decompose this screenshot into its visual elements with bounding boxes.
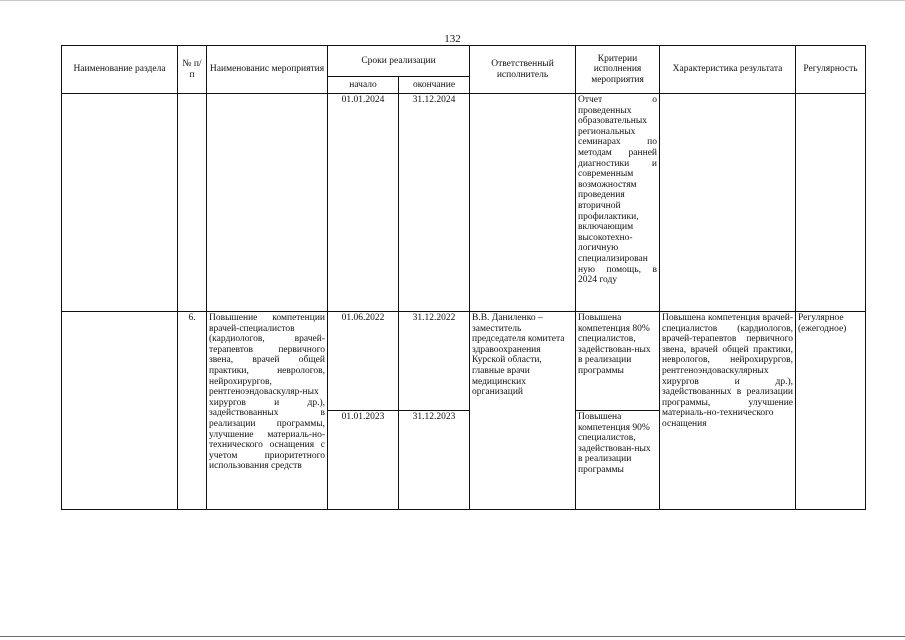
- cell-end: 31.12.2022: [399, 312, 470, 411]
- scan-edge-bottom: [0, 636, 905, 637]
- header-measure: Наименованис мероприятия: [207, 46, 328, 94]
- cell-start: 01.01.2023: [328, 411, 399, 510]
- cell-criteria: Отчет о проведенных образовательных региональных семинарах по методам ранней диагностики и современным возможностям проведения вторичной профилактики, включающим высокотехно-логичную специализирован ную помощь, в 2024 году: [576, 94, 660, 312]
- header-section: Наименование раздела: [62, 46, 178, 94]
- header-result: Характеристика результата: [660, 46, 796, 94]
- header-end: окончание: [399, 77, 470, 94]
- page-number: 132: [444, 33, 461, 45]
- table-row: [62, 94, 866, 312]
- scan-edge-top: [0, 0, 905, 1]
- cell-num: [178, 94, 207, 312]
- plan-table: [61, 45, 866, 510]
- table-row: [62, 312, 866, 411]
- header-responsible: Ответственный исполнитель: [470, 46, 576, 94]
- cell-end: 31.12.2024: [399, 94, 470, 312]
- cell-start: 01.06.2022: [328, 312, 399, 411]
- cell-criteria: Повышена компетенция 80% специалистов, задействован-ных в реализации программы: [576, 312, 660, 411]
- cell-start: 01.01.2024: [328, 94, 399, 312]
- cell-responsible: [470, 94, 576, 312]
- cell-criteria: Повышена компетенция 90% специалистов, задействован-ных в реализации программы: [576, 411, 660, 510]
- cell-measure: Повышение компетенции врачей-специалистов (кардиологов, врачей-терапевтов первичного звена, врачей общей практики, неврологов, нейрохирургов, рентгеноэндоваскуляр-ных хирургов и др.), задействованных в реализации программы, улучшение материаль-но-технического оснащения с учетом приоритетного использования средств: [207, 312, 328, 510]
- cell-section: [62, 94, 178, 312]
- cell-result: Повышена компетенция врачей-специалистов (кардиологов, врачей-терапевтов первичного звена, врачей общей практики, неврологов, нейрохирургов, рентгеноэндоваскулярных хирургов и др.), задействованных в реализации программы, улучшение материаль-но-технического оснащения: [660, 312, 796, 510]
- header-criteria: Критерии исполнения мероприятия: [576, 46, 660, 94]
- cell-result: [660, 94, 796, 312]
- header-regularity: Регулярность: [796, 46, 866, 94]
- header-period: Сроки реализации: [328, 46, 470, 77]
- cell-section: [62, 312, 178, 510]
- header-start: начало: [328, 77, 399, 94]
- cell-measure: [207, 94, 328, 312]
- cell-regularity: [796, 94, 866, 312]
- cell-end: 31.12.2023: [399, 411, 470, 510]
- cell-regularity: Регулярное (ежегодное): [796, 312, 866, 510]
- header-num: № п/п: [178, 46, 207, 94]
- header-row: [62, 46, 866, 77]
- cell-responsible: В.В. Даниленко – заместитель председателя комитета здравоохранения Курской области, главные врачи медицинских организаций: [470, 312, 576, 510]
- cell-num: 6.: [178, 312, 207, 510]
